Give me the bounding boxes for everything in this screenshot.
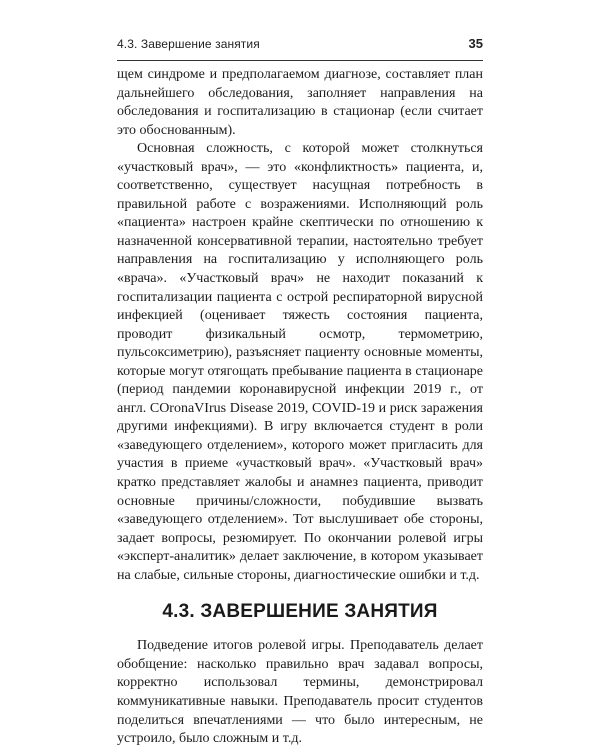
paragraph-continuation: щем синдроме и предполагаемом диагнозе, составляет план дальнейшего обследования, заполняет направления на обследования и госпитализацию в стационар (если считает это обоснованным).: [117, 67, 483, 138]
paragraph-session-summary: Подведение итогов ролевой игры. Преподаватель делает обобщение: насколько правильно врач задавал вопросы, корректно использовал термины, демонстрировал коммуникативные навыки. Преподаватель просит студентов поделиться впечатлениями — что было интересным, не устроило, было сложным и т.д.: [117, 638, 483, 747]
header-divider: [117, 60, 483, 61]
paragraph-main-difficulty: Основная сложность, с которой может столкнуться «участковый врач», — это «конфликтность» пациента, и, соответственно, существует насущная потребность в правильной работе с возражениями. Исполняющий роль «пациента» настроен крайне скептически по отношению к назначенной консервативной терапии, настоятельно требует направления на госпитализацию у исполняющего роль «врача». «Участковый врач» не находит показаний к госпитализации пациента с острой респираторной вирусной инфекцией (оценивает тяжесть состояния пациента, проводит физикальный осмотр, термометрию, пульсоксиметрию), разъясняет пациенту основные моменты, которые могут отягощать пребывание пациента в стационаре (период пандемии коронавирусной инфекции 2019 г., от англ. COronaVIrus Disease 2019, COVID-19 и риск заражения другими инфекциями). В игру включается студент в роли «заведующего отделением», которого может пригласить для участия в приеме «участковый врач». «Участковый врач» кратко представляет жалобы и анамнез пациента, приводит основные причины/сложности, побудившие вызвать «заведующего отделением». Тот выслушивает обе стороны, задает вопросы, резюмирует. По окончании ролевой игры «эксперт-аналитик» делает заключение, в котором указывает на слабые, сильные стороны, диагностические ошибки и т.д.: [117, 141, 483, 583]
section-heading: 4.3. ЗАВЕРШЕНИЕ ЗАНЯТИЯ: [162, 601, 438, 623]
page-number: 35: [468, 36, 483, 51]
running-head-chapter: 4.3. Завершение занятия: [117, 37, 260, 51]
body-text: [117, 66, 483, 749]
